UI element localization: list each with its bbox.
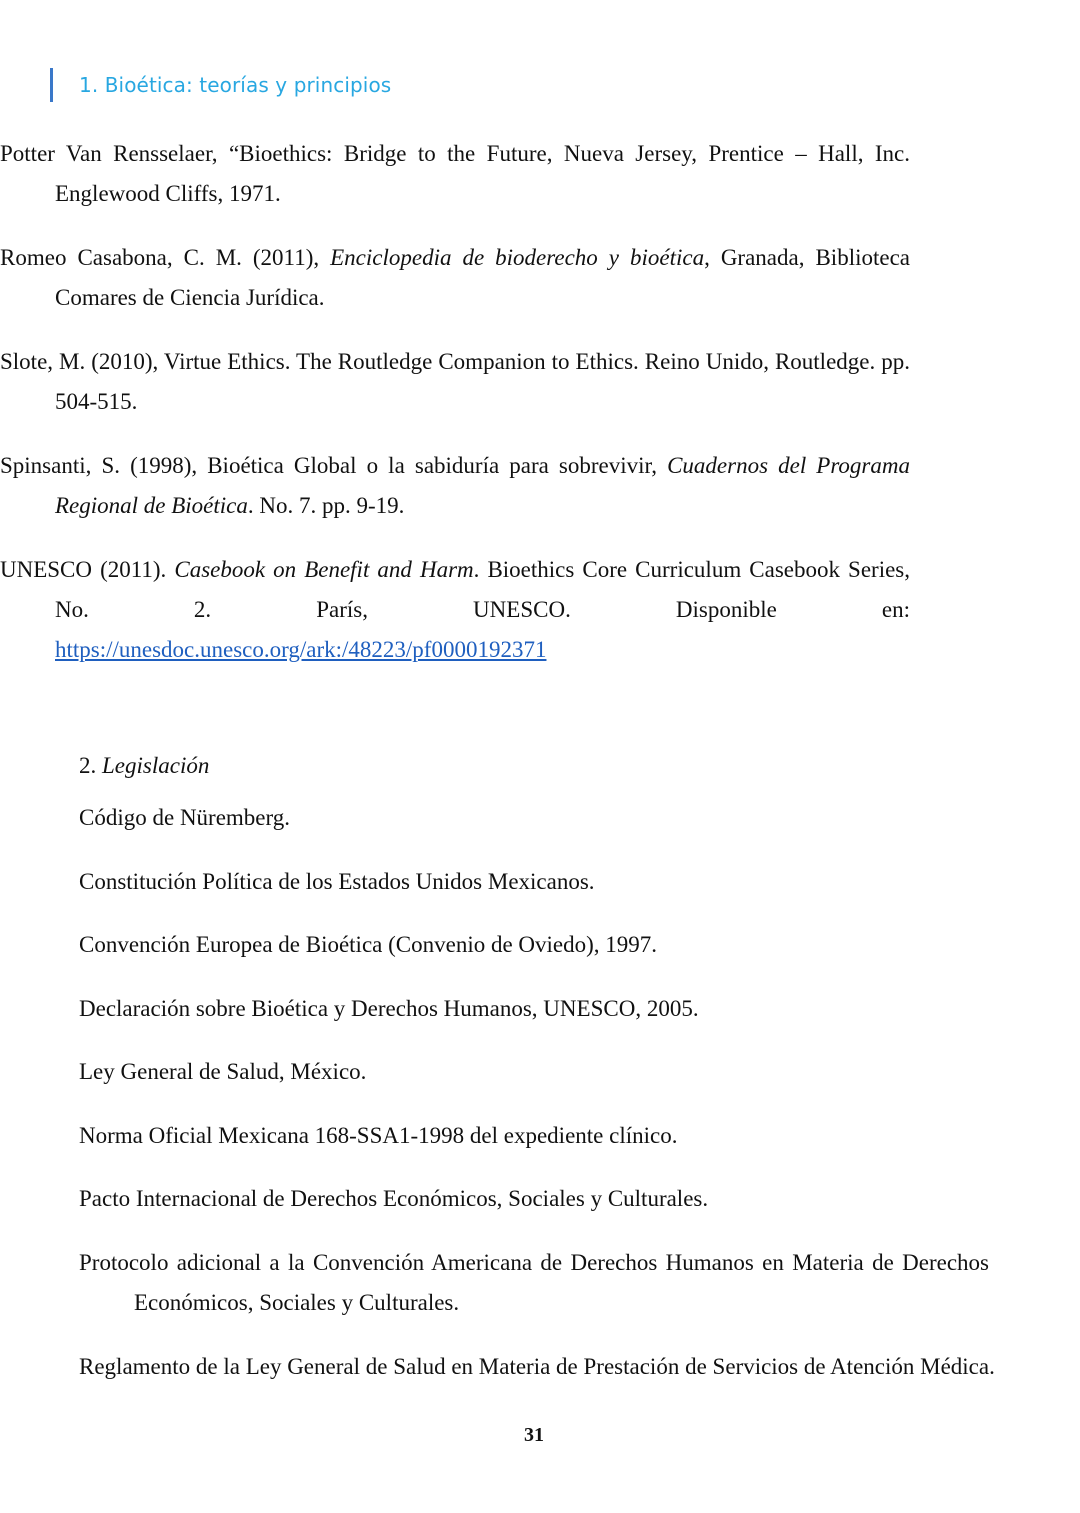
heading-accent-bar <box>50 68 53 102</box>
reference-text: . No. 7. pp. 9-19. <box>247 493 405 518</box>
reference-link[interactable]: https://unesdoc.unesco.org/ark:/48223/pf0000192371 <box>55 637 547 662</box>
legislation-number: 2. <box>79 753 102 778</box>
legislation-item: Constitución Política de los Estados Unidos Mexicanos. <box>79 869 595 894</box>
reference-text: . Bioethics Core Curriculum Casebook Series, No. 2. París, UNESCO. Disponible en: <box>55 557 911 622</box>
section-title: 1. Bioética: teorías y principios <box>79 73 392 97</box>
reference-text: UNESCO (2011). <box>0 557 175 582</box>
reference-entry <box>0 134 910 214</box>
reference-entry <box>0 446 910 526</box>
legislation-item: Protocolo adicional a la Convención Americana de Derechos Humanos en Materia de Derechos Económicos, Sociales y Culturales. <box>79 1250 989 1315</box>
reference-title: Enciclopedia de bioderecho y bioética <box>330 245 705 270</box>
reference-text: Potter Van Rensselaer, “Bioethics: Bridge to the Future, Nueva Jersey, Prentice – Hall, Inc. Englewood Cliffs, 1971. <box>0 141 910 206</box>
reference-entry <box>0 238 910 318</box>
reference-title: Cuadernos del Programa Regional de Bioética <box>55 453 910 518</box>
section-heading <box>50 68 391 102</box>
legislation-item: Código de Nüremberg. <box>79 805 291 830</box>
legislation-item: Pacto Internacional de Derechos Económicos, Sociales y Culturales. <box>79 1186 709 1211</box>
reference-text: Slote, M. (2010), Virtue Ethics. The Routledge Companion to Ethics. Reino Unido, Routledge. pp. 504-515. <box>0 349 910 414</box>
legislation-item: Ley General de Salud, México. <box>79 1059 367 1084</box>
reference-text: Spinsanti, S. (1998), Bioética Global o la sabiduría para sobrevivir, <box>0 453 668 478</box>
legislation-item: Reglamento de la Ley General de Salud en Materia de Prestación de Servicios de Atención Médica. <box>79 1354 995 1379</box>
legislation-title: Legislación <box>102 753 210 778</box>
reference-title: Casebook on Benefit and Harm <box>174 557 474 582</box>
reference-entry <box>0 550 910 670</box>
page-number: 31 <box>524 1424 544 1446</box>
reference-entry <box>0 342 910 422</box>
reference-text: , Granada, Biblioteca Comares de Ciencia Jurídica. <box>55 245 910 310</box>
reference-text: Romeo Casabona, C. M. (2011), <box>0 245 331 270</box>
legislation-heading <box>79 746 209 786</box>
legislation-item: Convención Europea de Bioética (Convenio de Oviedo), 1997. <box>79 932 658 957</box>
legislation-item: Declaración sobre Bioética y Derechos Humanos, UNESCO, 2005. <box>79 996 699 1021</box>
legislation-item: Norma Oficial Mexicana 168-SSA1-1998 del expediente clínico. <box>79 1123 678 1148</box>
